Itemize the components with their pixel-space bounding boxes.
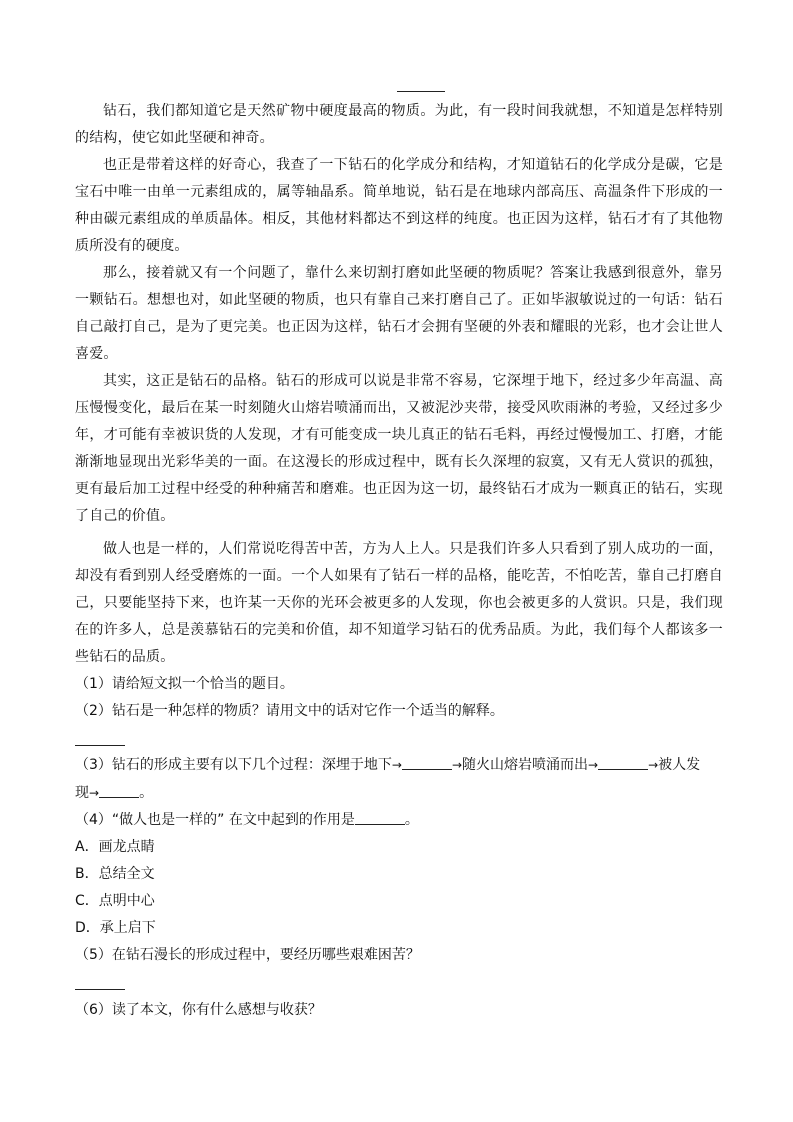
question-4-end: 。 [404,812,419,828]
option-c[interactable]: C．点明中心 [75,893,155,909]
passage-paragraph-1: 钻石，我们都知道它是天然矿物中硬度最高的物质。为此，有一段时间我就想，不知道是怎样特别的结构，使它如此坚硬和神奇。 [75,103,723,146]
option-b[interactable]: B．总结全文 [75,866,155,882]
question-2: （2）钻石是一种怎样的物质？请用文中的话对它作一个适当的解释。 [75,703,504,719]
answer-blank-line [397,91,445,92]
arrow-icon: → [89,786,100,800]
arrow-icon: → [391,758,402,772]
question-4 [75,807,723,834]
answer-blank-line [75,745,125,746]
passage-paragraph-5: 做人也是一样的，人们常说吃得苦中苦，方为人上人。只是我们许多人只看到了别人成功的一面，却没有看到别人经受磨炼的一面。一个人如果有了钻石一样的品格，能吃苦，不怕吃苦，靠自己打磨自己，只要能坚持下来，也许某一天你的光环会被更多的人发现，你也会被更多的人赏识。只是，我们现在的许多人，总是羡慕钻石的完美和价值，却不知道学习钻石的优秀品质。为此，我们每个人都该多一些钻石的品质。 [75,541,723,665]
fill-blank[interactable] [598,755,648,770]
question-3 [75,752,723,779]
passage-paragraph-2: 也正是带着这样的好奇心，我查了一下钻石的化学成分和结构，才知道钻石的化学成分是碳，它是宝石中唯一由单一元素组成的，属等轴晶系。简单地说，钻石是在地球内部高压、高温条件下形成的一种由碳元素组成的单质晶体。相反，其他材料都达不到这样的纯度。也正因为这样，钻石才有了其他物质所没有的硬度。 [75,157,723,254]
fill-blank[interactable] [355,810,405,825]
question-3-continued [75,780,723,807]
question-3-text: 随火山熔岩喷涌而出 [462,757,589,773]
question-3-end: 。 [139,785,154,801]
question-3-text: 现 [75,785,89,801]
option-d[interactable]: D．承上启下 [75,920,156,936]
fill-blank[interactable] [402,755,452,770]
question-1: （1）请给短文拟一个恰当的题目。 [75,676,294,692]
question-3-text: 被人发 [658,757,701,773]
question-3-text: （3）钻石的形成主要有以下几个过程：深埋于地下 [75,757,392,773]
arrow-icon: → [588,758,599,772]
question-5: （5）在钻石漫长的形成过程中，要经历哪些艰难困苦？ [75,947,420,963]
passage-paragraph-3: 那么，接着就又有一个问题了，靠什么来切割打磨如此坚硬的物质呢？答案让我感到很意外，靠另一颗钻石。想想也对，如此坚硬的物质，也只有靠自己来打磨自己了。正如毕淑敏说过的一句话：钻石自己敲打自己，是为了更完美。也正因为这样，钻石才会拥有坚硬的外表和耀眼的光彩，也才会让世人喜爱。 [75,265,723,362]
question-6: （6）读了本文，你有什么感想与收获？ [75,1002,322,1018]
passage-paragraph-4: 其实，这正是钻石的品格。钻石的形成可以说是非常不容易，它深埋于地下，经过多少年高温、高压慢慢变化，最后在某一时刻随火山熔岩喷涌而出，又被泥沙夹带，接受风吹雨淋的考验，又经过多少年，才可能有幸被识货的人发现，才有可能变成一块儿真正的钻石毛料，再经过慢慢加工、打磨，才能渐渐地显现出光彩华美的一面。在这漫长的形成过程中，既有长久深埋的寂寞，又有无人赏识的孤独，更有最后加工过程中经受的种种痛苦和磨难。也正因为这一切，最终钻石才成为一颗真正的钻石，实现了自己的价值。 [75,373,723,524]
answer-blank-line [75,989,125,990]
fill-blank[interactable] [99,783,139,798]
arrow-icon: → [451,758,463,772]
question-4-text: （4）“做人也是一样的” 在文中起到的作用是 [75,812,355,828]
arrow-icon: → [648,758,659,772]
option-a[interactable]: A．画龙点睛 [75,839,155,855]
